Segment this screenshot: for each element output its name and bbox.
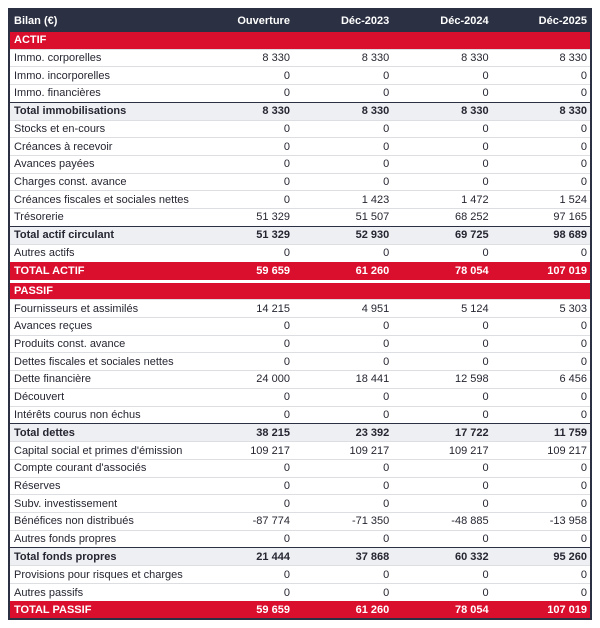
cell-value: 0 [492,566,591,584]
table-row [9,191,591,209]
cell-value: 0 [392,173,491,191]
column-header-ouverture: Ouverture [194,9,293,32]
table-title: Bilan (€) [9,9,194,32]
row-label: Immo. financières [9,84,194,102]
row-label: Provisions pour risques et charges [9,566,194,584]
cell-value: -48 885 [392,512,491,530]
cell-value: -87 774 [194,512,293,530]
row-label: Avances reçues [9,318,194,336]
cell-value: 18 441 [293,371,392,389]
row-label: Produits const. avance [9,335,194,353]
subtotal-row [9,102,591,120]
column-header-dec-2025: Déc-2025 [492,9,591,32]
cell-value: 0 [392,353,491,371]
cell-value: 8 330 [392,102,491,120]
cell-value: 0 [194,67,293,85]
cell-value: 0 [392,318,491,336]
cell-value: 1 472 [392,191,491,209]
cell-value: 6 456 [492,371,591,389]
grand-total-value: 59 659 [194,601,293,619]
cell-value: 0 [293,335,392,353]
cell-value: 0 [194,318,293,336]
cell-value: 0 [392,566,491,584]
table-row [9,335,591,353]
row-label: Subv. investissement [9,495,194,513]
row-label: Immo. corporelles [9,49,194,67]
grand-total-value: 78 054 [392,601,491,619]
cell-value: 0 [194,155,293,173]
cell-value: 8 330 [492,49,591,67]
cell-value: 0 [194,120,293,138]
section-title-passif: PASSIF [9,283,591,300]
row-label: Dette financière [9,371,194,389]
row-label: Autres actifs [9,244,194,262]
grand-total-value: 59 659 [194,262,293,280]
row-label: Compte courant d'associés [9,459,194,477]
cell-value: 0 [392,388,491,406]
cell-value: 0 [492,173,591,191]
cell-value: 0 [293,530,392,548]
cell-value: 0 [293,84,392,102]
table-row [9,477,591,495]
row-label: Bénéfices non distribués [9,512,194,530]
column-header-dec-2024: Déc-2024 [392,9,491,32]
cell-value: 0 [194,353,293,371]
cell-value: 109 217 [392,442,491,460]
cell-value: 8 330 [194,49,293,67]
cell-value: 0 [293,406,392,424]
table-row [9,353,591,371]
cell-value: 0 [492,335,591,353]
cell-value: 0 [392,406,491,424]
table-row [9,442,591,460]
cell-value: 0 [194,84,293,102]
cell-value: 0 [194,584,293,602]
cell-value: 38 215 [194,424,293,442]
cell-value: 0 [293,566,392,584]
cell-value: 0 [492,388,591,406]
cell-value: 0 [492,459,591,477]
table-row [9,388,591,406]
cell-value: 1 524 [492,191,591,209]
row-label: Trésorerie [9,209,194,227]
cell-value: 0 [492,353,591,371]
cell-value: 109 217 [194,442,293,460]
cell-value: 0 [293,353,392,371]
cell-value: 4 951 [293,300,392,318]
cell-value: 51 329 [194,226,293,244]
cell-value: 0 [392,530,491,548]
row-label: Total actif circulant [9,226,194,244]
cell-value: 0 [492,318,591,336]
cell-value: 51 329 [194,209,293,227]
cell-value: 0 [194,191,293,209]
row-label: Capital social et primes d'émission [9,442,194,460]
cell-value: 0 [392,120,491,138]
cell-value: 12 598 [392,371,491,389]
table-row [9,530,591,548]
cell-value: 8 330 [392,49,491,67]
cell-value: 0 [492,477,591,495]
subtotal-row [9,226,591,244]
cell-value: 0 [293,138,392,156]
cell-value: 0 [492,495,591,513]
cell-value: 0 [392,477,491,495]
cell-value: 0 [194,138,293,156]
cell-value: 51 507 [293,209,392,227]
cell-value: 11 759 [492,424,591,442]
cell-value: 0 [194,459,293,477]
grand-total-label: TOTAL PASSIF [9,601,194,619]
cell-value: 0 [293,318,392,336]
cell-value: 0 [194,388,293,406]
cell-value: 8 330 [293,102,392,120]
row-label: Autres fonds propres [9,530,194,548]
row-label: Stocks et en-cours [9,120,194,138]
cell-value: 23 392 [293,424,392,442]
cell-value: 0 [194,244,293,262]
cell-value: 0 [392,138,491,156]
table-row [9,495,591,513]
cell-value: 0 [293,155,392,173]
row-label: Total fonds propres [9,548,194,566]
row-label: Total dettes [9,424,194,442]
table-row [9,49,591,67]
grand-total-label: TOTAL ACTIF [9,262,194,280]
row-label: Total immobilisations [9,102,194,120]
cell-value: 0 [492,138,591,156]
row-label: Découvert [9,388,194,406]
cell-value: 0 [492,530,591,548]
cell-value: 0 [293,67,392,85]
table-row [9,155,591,173]
cell-value: 1 423 [293,191,392,209]
cell-value: 0 [492,406,591,424]
cell-value: 0 [492,67,591,85]
row-label: Créances à recevoir [9,138,194,156]
grand-total-value: 61 260 [293,262,392,280]
grand-total-row-passif [9,601,591,619]
cell-value: 109 217 [492,442,591,460]
table-row [9,584,591,602]
cell-value: 0 [293,584,392,602]
cell-value: 8 330 [293,49,392,67]
cell-value: 8 330 [492,102,591,120]
cell-value: 0 [392,335,491,353]
cell-value: 0 [492,120,591,138]
cell-value: 0 [293,495,392,513]
grand-total-value: 107 019 [492,601,591,619]
cell-value: 0 [492,155,591,173]
table-row [9,84,591,102]
cell-value: 0 [492,84,591,102]
cell-value: 98 689 [492,226,591,244]
table-row [9,566,591,584]
cell-value: 0 [194,566,293,584]
row-label: Immo. incorporelles [9,67,194,85]
cell-value: 69 725 [392,226,491,244]
grand-total-value: 107 019 [492,262,591,280]
row-label: Autres passifs [9,584,194,602]
section-header-passif [9,283,591,300]
row-label: Réserves [9,477,194,495]
cell-value: 0 [293,388,392,406]
cell-value: 0 [194,335,293,353]
table-row [9,173,591,191]
cell-value: 95 260 [492,548,591,566]
table-header-row [9,9,591,32]
cell-value: 0 [392,584,491,602]
cell-value: 0 [194,406,293,424]
cell-value: 0 [293,459,392,477]
cell-value: -71 350 [293,512,392,530]
row-label: Charges const. avance [9,173,194,191]
cell-value: 60 332 [392,548,491,566]
cell-value: 0 [392,244,491,262]
table-row [9,459,591,477]
cell-value: 0 [392,67,491,85]
row-label: Créances fiscales et sociales nettes [9,191,194,209]
table-row [9,371,591,389]
cell-value: 0 [293,477,392,495]
cell-value: 24 000 [194,371,293,389]
row-label: Fournisseurs et assimilés [9,300,194,318]
grand-total-value: 61 260 [293,601,392,619]
cell-value: 0 [293,173,392,191]
row-label: Avances payées [9,155,194,173]
cell-value: 0 [492,584,591,602]
cell-value: 5 303 [492,300,591,318]
row-label: Dettes fiscales et sociales nettes [9,353,194,371]
cell-value: 68 252 [392,209,491,227]
cell-value: 14 215 [194,300,293,318]
cell-value: 52 930 [293,226,392,244]
grand-total-row-actif [9,262,591,280]
cell-value: -13 958 [492,512,591,530]
subtotal-row [9,548,591,566]
table-row [9,209,591,227]
table-row [9,300,591,318]
cell-value: 0 [194,530,293,548]
table-row [9,406,591,424]
cell-value: 0 [392,155,491,173]
cell-value: 0 [392,84,491,102]
column-header-dec-2023: Déc-2023 [293,9,392,32]
cell-value: 109 217 [293,442,392,460]
cell-value: 0 [194,495,293,513]
row-label: Intérêts courus non échus [9,406,194,424]
table-row [9,512,591,530]
cell-value: 17 722 [392,424,491,442]
balance-sheet-table [8,8,592,620]
cell-value: 0 [392,459,491,477]
cell-value: 37 868 [293,548,392,566]
cell-value: 0 [492,244,591,262]
cell-value: 0 [293,120,392,138]
table-row [9,244,591,262]
cell-value: 0 [392,495,491,513]
table-row [9,138,591,156]
table-row [9,318,591,336]
cell-value: 0 [293,244,392,262]
cell-value: 97 165 [492,209,591,227]
cell-value: 0 [194,477,293,495]
cell-value: 5 124 [392,300,491,318]
table-row [9,67,591,85]
subtotal-row [9,424,591,442]
section-header-actif [9,32,591,49]
cell-value: 21 444 [194,548,293,566]
cell-value: 0 [194,173,293,191]
section-title-actif: ACTIF [9,32,591,49]
table-row [9,120,591,138]
cell-value: 8 330 [194,102,293,120]
grand-total-value: 78 054 [392,262,491,280]
